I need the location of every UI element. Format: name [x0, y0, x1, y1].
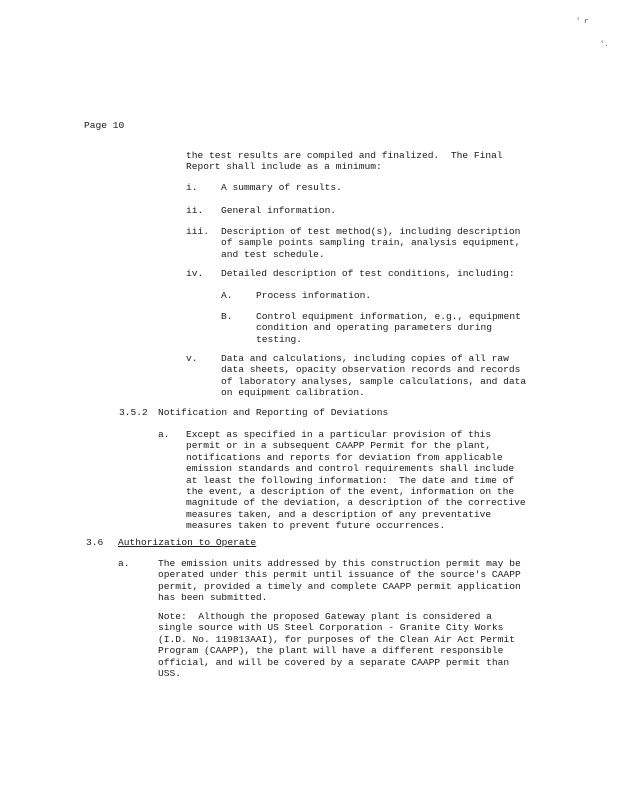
- list-item-line: A summary of results.: [221, 182, 342, 193]
- paragraph-line: permit, provided a timely and complete CAAPP permit application: [158, 580, 521, 592]
- note-line: single source with US Steel Corporation - Granite City Works: [158, 622, 504, 634]
- list-item-line: Description of test method(s), including description: [221, 226, 521, 237]
- paragraph-line: has been submitted.: [158, 592, 268, 604]
- corner-mark-top: ' r: [576, 18, 589, 26]
- sub-item-text: [256, 290, 371, 301]
- note-line: Program (CAAPP), the plant will have a different responsible: [158, 645, 504, 657]
- list-item-text: [221, 268, 515, 279]
- sub-item-line: condition and operating parameters during: [256, 322, 493, 334]
- list-item-label: v.: [186, 353, 198, 364]
- list-item-line: of laboratory analyses, sample calculations, and data: [221, 375, 527, 387]
- section-paragraph: [186, 429, 526, 532]
- list-item-line: and test schedule.: [221, 248, 325, 260]
- list-item-line: Detailed description of test conditions, including:: [221, 268, 515, 279]
- sub-item-line: Control equipment information, e.g., equipment: [256, 311, 521, 322]
- paragraph-line: emission standards and control requirements shall include: [186, 463, 515, 475]
- list-item-label: iii.: [186, 226, 210, 237]
- paragraph-line: measures taken, and a description of any preventative: [186, 508, 492, 520]
- list-item-label: i.: [186, 182, 198, 193]
- paragraph-line: magnitude of the deviation, a description of the corrective: [186, 497, 526, 509]
- list-item-line: Data and calculations, including copies of all raw: [221, 353, 509, 364]
- section-heading: Authorization to Operate: [118, 537, 257, 548]
- paragraph-line: The emission units addressed by this construction permit may be: [158, 558, 521, 569]
- sub-item-line: testing.: [256, 333, 303, 345]
- list-item-text: [221, 353, 526, 399]
- section-item-label: a.: [158, 429, 170, 440]
- sub-item-line: Process information.: [256, 290, 372, 301]
- list-item-label: iv.: [186, 268, 204, 279]
- section-number: 3.5.2: [119, 407, 148, 418]
- note-line: USS.: [158, 668, 182, 680]
- note-line: (I.D. No. 119813AAI), for purposes of the Clean Air Act Permit: [158, 633, 515, 645]
- list-item-line: General information.: [221, 205, 337, 216]
- note-line: Note: Although the proposed Gateway plant is considered a: [158, 611, 492, 622]
- paragraph-line: the event, a description of the event, information on the: [186, 486, 515, 498]
- paragraph-line: operated under this permit until issuance of the source's CAAPP: [158, 569, 521, 581]
- page-number: Page 10: [84, 120, 125, 131]
- section-number: 3.6: [86, 537, 104, 548]
- paragraph-line: notifications and reports for deviation from applicable: [186, 451, 503, 463]
- section-paragraph: [158, 558, 521, 604]
- section-item-label: a.: [118, 558, 130, 569]
- sub-item-text: [256, 311, 521, 345]
- intro-line: Report shall include as a minimum:: [186, 161, 382, 173]
- list-item-text: [221, 205, 336, 216]
- list-item-label: ii.: [186, 205, 204, 216]
- note-paragraph: [158, 611, 515, 679]
- paragraph-line: Except as specified in a particular provision of this: [186, 429, 492, 440]
- intro-paragraph: [186, 150, 503, 173]
- corner-mark-side: '.: [600, 41, 609, 49]
- paragraph-line: measures taken to prevent future occurrences.: [186, 520, 446, 532]
- note-line: official, and will be covered by a separate CAAPP permit than: [158, 656, 510, 668]
- intro-line: the test results are compiled and finalized. The Final: [186, 150, 503, 161]
- list-item-text: [221, 226, 520, 260]
- section-heading: Notification and Reporting of Deviations: [158, 407, 389, 418]
- list-item-text: [221, 182, 342, 193]
- sub-item-label: A.: [221, 290, 233, 301]
- paragraph-line: at least the following information: The date and time of: [186, 474, 515, 486]
- paragraph-line: permit or in a subsequent CAAPP Permit for the plant,: [186, 440, 492, 452]
- sub-item-label: B.: [221, 311, 233, 322]
- list-item-line: on equipment calibration.: [221, 387, 365, 399]
- list-item-line: of sample points sampling train, analysis equipment,: [221, 237, 521, 249]
- list-item-line: data sheets, opacity observation records and records: [221, 364, 521, 376]
